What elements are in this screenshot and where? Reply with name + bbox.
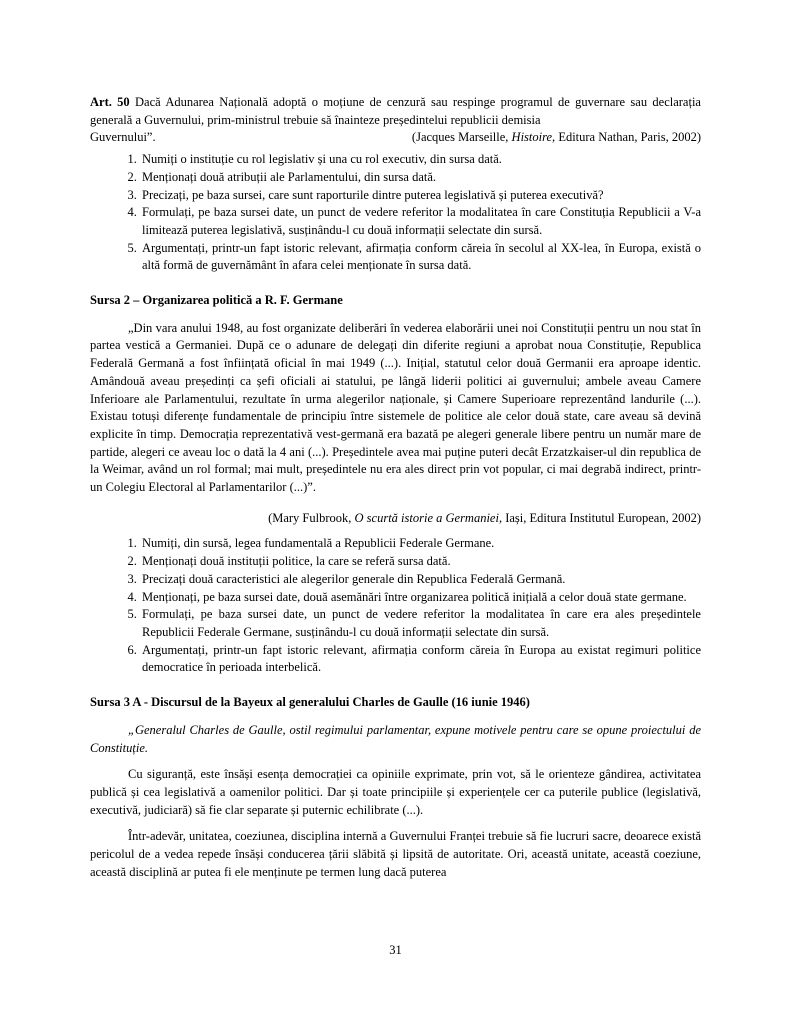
citation-work-title: O scurtă istorie a Germaniei, bbox=[354, 510, 503, 525]
citation-publisher: Iași, Editura Institutul European, 2002) bbox=[502, 510, 701, 525]
sursa2-heading: Sursa 2 – Organizarea politică a R. F. Germane bbox=[90, 293, 343, 308]
sursa3-paragraph-1: Cu siguranță, este însăși esența democrației ca opiniile exprimate, prin vot, să le orienteze gândirea, activitatea publică și cea legislativă a oamenilor politici. Dar și toate principiile și experiențele cer ca puterile publice (legislativă, executivă, judiciară) să fie clar separate și puternic echilibrate (...). bbox=[90, 767, 701, 817]
question-item: 4. Formulați, pe baza sursei date, un punct de vedere referitor la modalitatea în care Constituția Republicii a V-a limitează puterea legislativă, susținându-l cu două informații selectate din sursă. bbox=[140, 204, 701, 239]
art50-paragraph bbox=[90, 94, 701, 129]
question-item: 4. Menționați, pe baza sursei date, două asemănări între organizarea politică inițială a celor două state germane. bbox=[140, 589, 701, 607]
citation-author: (Jacques Marseille, bbox=[411, 130, 512, 145]
sursa3-intro: „Generalul Charles de Gaulle, ostil regimului parlamentar, expune motivele pentru care se opune proiectului de Constituție. bbox=[90, 722, 701, 755]
art50-tail-text: Guvernului”. bbox=[90, 130, 156, 145]
citation-author: (Mary Fulbrook, bbox=[268, 510, 355, 525]
citation-publisher: Editura Nathan, Paris, 2002) bbox=[555, 130, 701, 145]
page-number: 31 bbox=[389, 943, 402, 957]
question-item: 2. Menționați două instituții politice, la care se referă sursa dată. bbox=[140, 553, 701, 571]
question-item: 3. Precizați, pe baza sursei, care sunt raporturile dintre puterea legislativă și puterea executivă? bbox=[140, 187, 701, 205]
art50-body-text: Dacă Adunarea Națională adoptă o moțiune de cenzură sau respinge programul de guvernare sau declarația generală a Guvernului, prim-ministrul trebuie să înainteze președintelui republicii demisia bbox=[90, 95, 701, 127]
question-item: 2. Menționați două atribuții ale Parlamentului, din sursa dată. bbox=[140, 169, 701, 187]
question-item: 6. Argumentați, printr-un fapt istoric relevant, afirmația conform căreia în Europa au existat regimuri politice democratice în perioada interbelică. bbox=[140, 642, 701, 677]
question-item: 1. Numiți, din sursă, legea fundamentală a Republicii Federale Germane. bbox=[140, 535, 701, 553]
question-item: 1. Numiți o instituție cu rol legislativ și una cu rol executiv, din sursa dată. bbox=[140, 151, 701, 169]
question-item: 5. Argumentați, printr-un fapt istoric relevant, afirmația conform căreia în secolul al XX-lea, în Europa, există o altă formă de guvernământ în afara celei menționate în sursa dată. bbox=[140, 240, 701, 275]
fulbrook-citation bbox=[90, 510, 701, 528]
art50-question-list bbox=[90, 151, 701, 275]
sursa2-quote: „Din vara anului 1948, au fost organizate deliberări în vederea elaborării unei noi Constituții pentru un nou stat în partea vestică a Germaniei. După ce o adunare de delegați din diferite regiuni a aprobat noua Constituție, Republica Federală Germană a fost înființată oficial în mai 1949 (...). Inițial, statutul celor două Germanii era aproape identic. Amândouă aveau președinți ca șefi oficiali ai statului, pe lângă liderii politici ai guvernului; ambele aveau Camere Inferioare ale Parlamentului, rezultate în urma alegerilor naționale, și Camere Superioare reprezentând landurile (...). Existau totuși diferențe fundamentale de principiu între sistemele de politice ale celor două state, care aveau să devină explicite în timp. Democrația reprezentativă vest-germană era bazată pe alegeri generale libere pentru un număr mare de partide, alegeri ce aveau loc o dată la 4 ani (...). Președintele avea mai puține puteri decât Erzatzkaiser-ul din republica de la Weimar, având un rol formal; mai mult, președintele nu era ales direct prin vot popular, ci mai degrabă indirect, printr-un Colegiu Electoral al Parlamentarilor (...)”. bbox=[90, 320, 701, 495]
art50-citation-line bbox=[90, 129, 701, 147]
sursa3-paragraph-2: Într-adevăr, unitatea, coeziunea, disciplina internă a Guvernului Franței trebuie să fie lucruri sacre, deoarece există pericolul de a vedea repede însăși conducerea țării slăbită și lipsită de autoritate. Ori, această unitate, această coeziune, această disciplină ar putea fi ele menținute pe termen lung dacă puterea bbox=[90, 829, 701, 879]
art50-label: Art. 50 bbox=[90, 95, 130, 109]
question-item: 3. Precizați două caracteristici ale alegerilor generale din Republica Federală Germană. bbox=[140, 571, 701, 589]
question-item: 5. Formulați, pe baza sursei date, un punct de vedere referitor la modalitatea în care era ales președintele Republicii Federale Germane, susținându-l cu două informații selectate din sursă. bbox=[140, 606, 701, 641]
marseille-citation bbox=[412, 129, 701, 147]
citation-work-title: Histoire, bbox=[511, 130, 556, 145]
sursa3-heading: Sursa 3 A - Discursul de la Bayeux al generalului Charles de Gaulle (16 iunie 1946) bbox=[90, 695, 530, 710]
sursa2-question-list bbox=[90, 535, 701, 677]
